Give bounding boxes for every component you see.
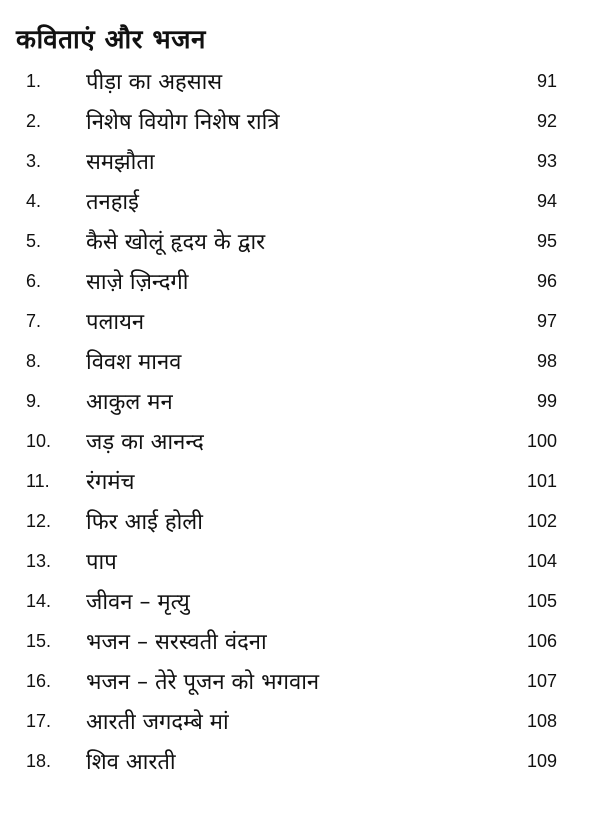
entry-number: 14. — [26, 591, 52, 611]
entry-page-number: 99 — [536, 391, 557, 411]
entry-page-number: 95 — [536, 231, 557, 251]
toc-entry — [0, 500, 600, 540]
entry-number: 16. — [26, 671, 52, 691]
entry-number: 11. — [26, 471, 50, 491]
entry-number: 7. — [26, 311, 42, 331]
entry-number: 1. — [26, 71, 42, 91]
entry-page-number: 92 — [536, 111, 557, 131]
entry-page-number: 101 — [526, 471, 557, 491]
entry-title: पलायन — [86, 310, 145, 335]
toc-entry — [0, 580, 600, 620]
toc-entry — [0, 140, 600, 180]
entry-title: निशेष वियोग निशेष रात्रि — [86, 110, 280, 135]
entry-title: जड़ का आनन्द — [86, 430, 204, 455]
entry-page-number: 93 — [536, 151, 557, 171]
entry-page-number: 94 — [536, 191, 557, 211]
toc-entry — [0, 260, 600, 300]
entry-page-number: 104 — [526, 551, 557, 571]
entry-number: 3. — [26, 151, 42, 171]
entry-number: 9. — [26, 391, 42, 411]
entry-title: रंगमंच — [86, 470, 135, 495]
entry-number: 18. — [26, 751, 52, 771]
entry-page-number: 100 — [526, 431, 557, 451]
toc-entry — [0, 300, 600, 340]
entry-number: 13. — [26, 551, 52, 571]
entry-title: आरती जगदम्बे मां — [86, 710, 229, 735]
entry-page-number: 91 — [536, 71, 557, 91]
toc-entry — [0, 380, 600, 420]
entry-page-number: 107 — [526, 671, 557, 691]
toc-entry — [0, 620, 600, 660]
entry-title: साज़े ज़िन्दगी — [86, 270, 189, 295]
toc-entry — [0, 740, 600, 780]
section-heading: कविताएं और भजन — [16, 25, 206, 55]
entry-title: आकुल मन — [86, 390, 173, 415]
entry-number: 10. — [26, 431, 52, 451]
entry-page-number: 96 — [536, 271, 557, 291]
entry-title: जीवन – मृत्यु — [86, 590, 190, 615]
entry-page-number: 102 — [526, 511, 557, 531]
toc-entry — [0, 100, 600, 140]
entry-title: फिर आई होली — [86, 510, 203, 535]
entry-number: 5. — [26, 231, 42, 251]
entry-number: 12. — [26, 511, 52, 531]
entry-number: 2. — [26, 111, 42, 131]
entry-title: भजन – तेरे पूजन को भगवान — [86, 670, 320, 695]
entry-title: शिव आरती — [86, 750, 176, 775]
entry-page-number: 106 — [526, 631, 557, 651]
toc-list — [0, 60, 600, 780]
toc-entry — [0, 460, 600, 500]
entry-title: पाप — [86, 550, 117, 575]
entry-number: 4. — [26, 191, 42, 211]
entry-title: कैसे खोलूं हृदय के द्वार — [86, 230, 266, 255]
entry-page-number: 98 — [536, 351, 557, 371]
entry-number: 6. — [26, 271, 42, 291]
entry-number: 15. — [26, 631, 52, 651]
entry-page-number: 108 — [526, 711, 557, 731]
toc-entry — [0, 540, 600, 580]
entry-title: विवश मानव — [86, 350, 182, 375]
entry-page-number: 109 — [526, 751, 557, 771]
toc-entry — [0, 180, 600, 220]
entry-number: 17. — [26, 711, 52, 731]
entry-title: तनहाई — [86, 190, 139, 215]
entry-number: 8. — [26, 351, 42, 371]
entry-title: समझौता — [86, 150, 155, 175]
entry-title: भजन – सरस्वती वंदना — [86, 630, 267, 655]
toc-entry — [0, 700, 600, 740]
entry-page-number: 97 — [536, 311, 557, 331]
toc-entry — [0, 420, 600, 460]
toc-entry — [0, 660, 600, 700]
toc-entry — [0, 60, 600, 100]
toc-entry — [0, 220, 600, 260]
entry-title: पीड़ा का अहसास — [86, 70, 223, 95]
toc-entry — [0, 340, 600, 380]
entry-page-number: 105 — [526, 591, 557, 611]
